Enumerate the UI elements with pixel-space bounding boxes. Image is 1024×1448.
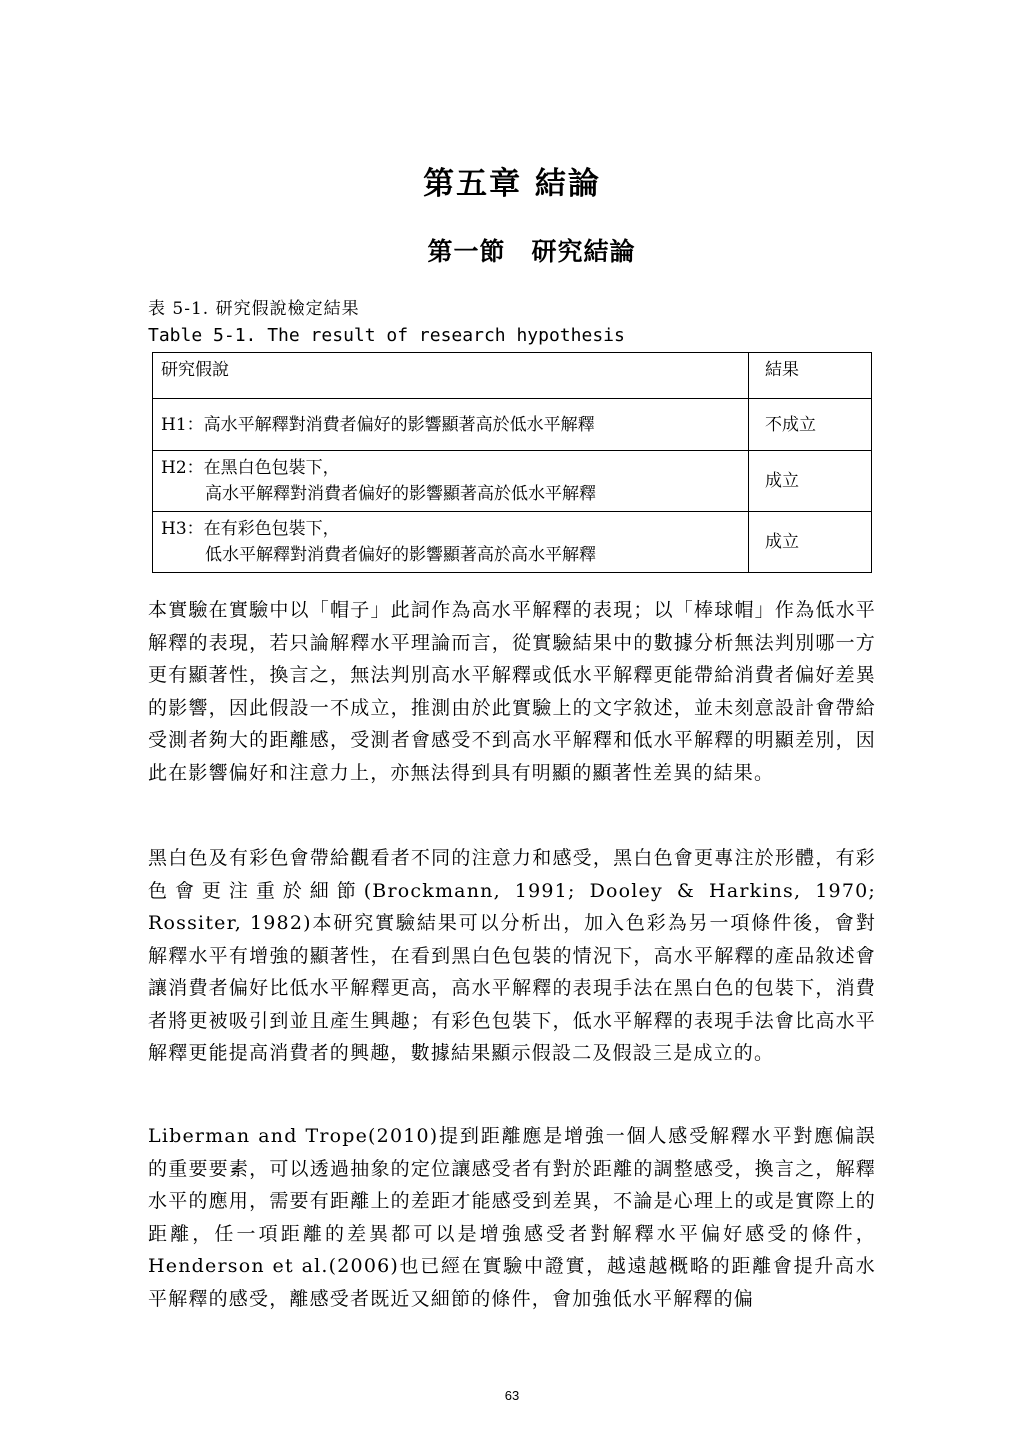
table-row xyxy=(153,451,872,512)
table-row xyxy=(153,399,872,451)
hypothesis-text: H2：在黑白色包裝下， xyxy=(161,458,340,478)
body-paragraph: 本實驗在實驗中以「帽子」此詞作為高水平解釋的表現；以「棒球帽」作為低水平解釋的表現，若只論解釋水平理論而言，從實驗結果中的數據分析無法判別哪一方更有顯著性，換言之，無法判別高水平解釋或低水平解釋更能帶給消費者偏好差異的影響，因此假設一不成立，推測由於此實驗上的文字敘述，並未刻意設計會帶給受測者夠大的距離感，受測者會感受不到高水平解釋和低水平解釋的明顯差別，因此在影響偏好和注意力上，亦無法得到具有明顯的顯著性差異的結果。 xyxy=(148,599,876,784)
header-hypothesis: 研究假說 xyxy=(153,353,749,399)
hypothesis-text: H1：高水平解釋對消費者偏好的影響顯著高於低水平解釋 xyxy=(161,414,595,435)
table-caption-en: Table 5-1. The result of research hypothesis xyxy=(148,325,625,346)
table-header-row xyxy=(153,353,872,399)
body-paragraph: 黑白色及有彩色會帶給觀看者不同的注意力和感受，黑白色會更專注於形體，有彩色會更注重於細節(Brockmann, 1991; Dooley & Harkins, 1970; Rossiter, 1982)本研究實驗結果可以分析出，加入色彩為另一項條件後，會對解釋水平有增強的顯著性，在看到黑白色包裝的情況下，高水平解釋的產品敘述會讓消費者偏好比低水平解釋更高，高水平解釋的表現手法在黑白色的包裝下，消費者將更被吸引到並且產生興趣；有彩色包裝下，低水平解釋的表現手法會比高水平解釋更能提高消費者的興趣，數據結果顯示假設二及假設三是成立的。 xyxy=(148,847,876,1064)
body-paragraph: Liberman and Trope(2010)提到距離應是增強一個人感受解釋水平對應偏誤的重要要素，可以透過抽象的定位讓感受者有對於距離的調整感受，換言之，解釋水平的應用，需要有距離上的差距才能感受到差異，不論是心理上的或是實際上的距離，任一項距離的差異都可以是增強感受者對解釋水平偏好感受的條件，Henderson et al.(2006)也已經在實驗中證實，越遠越概略的距離會提升高水平解釋的感受，離感受者既近又細節的條件，會加強低水平解釋的偏 xyxy=(148,1125,876,1310)
hypothesis-cell xyxy=(153,512,749,573)
hypothesis-cell xyxy=(153,451,749,512)
hypothesis-cell xyxy=(153,399,749,451)
result-cell: 成立 xyxy=(749,512,872,573)
section-title: 第一節 研究結論 xyxy=(427,237,636,266)
hypothesis-text: H3：在有彩色包裝下， xyxy=(161,519,340,539)
hypothesis-text-continued: 高水平解釋對消費者偏好的影響顯著高於低水平解釋 xyxy=(205,484,596,504)
header-result: 結果 xyxy=(749,353,872,399)
page-number: 63 xyxy=(504,1388,520,1403)
chapter-title: 第五章 結論 xyxy=(423,166,601,202)
table-caption-zh: 表 5-1. 研究假說檢定結果 xyxy=(148,299,360,319)
result-cell: 不成立 xyxy=(749,399,872,451)
hypothesis-text-continued: 低水平解釋對消費者偏好的影響顯著高於高水平解釋 xyxy=(205,545,596,565)
table-row xyxy=(153,512,872,573)
hypothesis-table xyxy=(152,352,872,573)
result-cell: 成立 xyxy=(749,451,872,512)
